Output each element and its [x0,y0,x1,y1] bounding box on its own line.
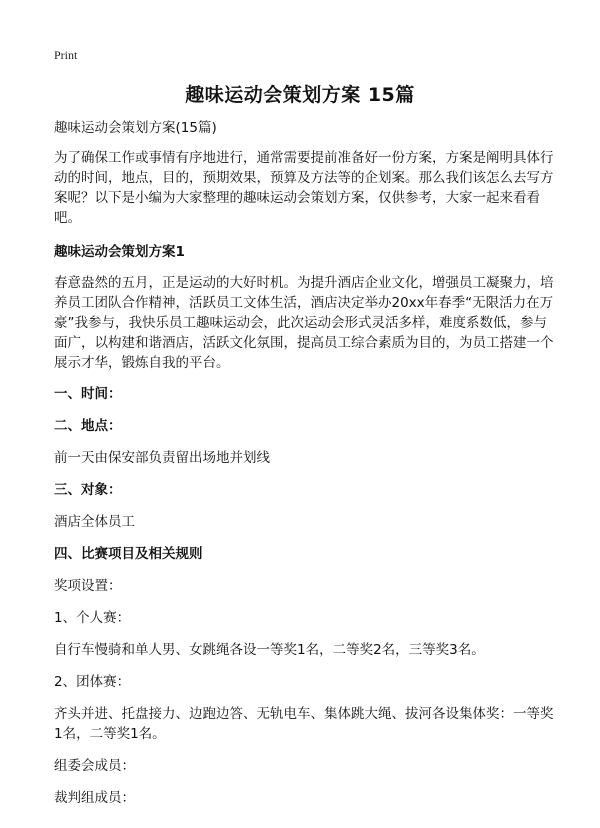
referee-label: 裁判组成员： [54,790,135,806]
intro-paragraph: 为了确保工作或事情有序地进行，通常需要提前准备好一份方案，方案是阐明具体行动的时间，地点，目的，预期效果，预算及方法等的企划案。那么我们该怎么去写方案呢？以下是小编为大家整理的趣味运动会策划方案，仅供参考，大家一起来看看吧。 [54,150,554,226]
individual-label: 1、个人赛： [54,610,131,626]
section-place-heading: 二、地点： [54,418,122,434]
print-label: Print [54,48,78,62]
place-detail: 前一天由保安部负责留出场地并划线 [54,450,270,466]
plan-heading: 趣味运动会策划方案1 [54,244,185,260]
individual-detail: 自行车慢骑和单人男、女跳绳各设一等奖1名，二等奖2名，三等奖3名。 [54,642,485,658]
document-title: 趣味运动会策划方案 15篇 [185,84,415,106]
team-label: 2、团体赛： [54,674,131,690]
document-subtitle: 趣味运动会策划方案(15篇) [54,120,217,136]
document-body [54,118,554,820]
section-target-heading: 三、对象： [54,482,122,498]
awards-label: 奖项设置： [54,578,122,594]
team-detail: 齐头并进、托盘接力、边跑边答、无轨电车、集体跳大绳、拔河各设集体奖：一等奖1名，二等奖1名。 [54,706,554,742]
plan-body-paragraph: 春意盎然的五月，正是运动的大好时机。为提升酒店企业文化，增强员工凝聚力，培养员工团队合作精神，活跃员工文体生活，酒店决定举办20xx年春季“无限活力在万豪”我参与，我快乐员工趣味运动会，此次运动会形式灵活多样，难度系数低，参与面广，以构建和谐酒店，活跃文化氛围，提高员工综合素质为目的，为员工搭建一个展示才华，锻炼自我的平台。 [54,275,554,371]
section-time-heading: 一、时间： [54,386,122,402]
section-events-heading: 四、比赛项目及相关规则 [54,546,203,562]
committee-label: 组委会成员： [54,758,135,774]
target-detail: 酒店全体员工 [54,514,135,530]
